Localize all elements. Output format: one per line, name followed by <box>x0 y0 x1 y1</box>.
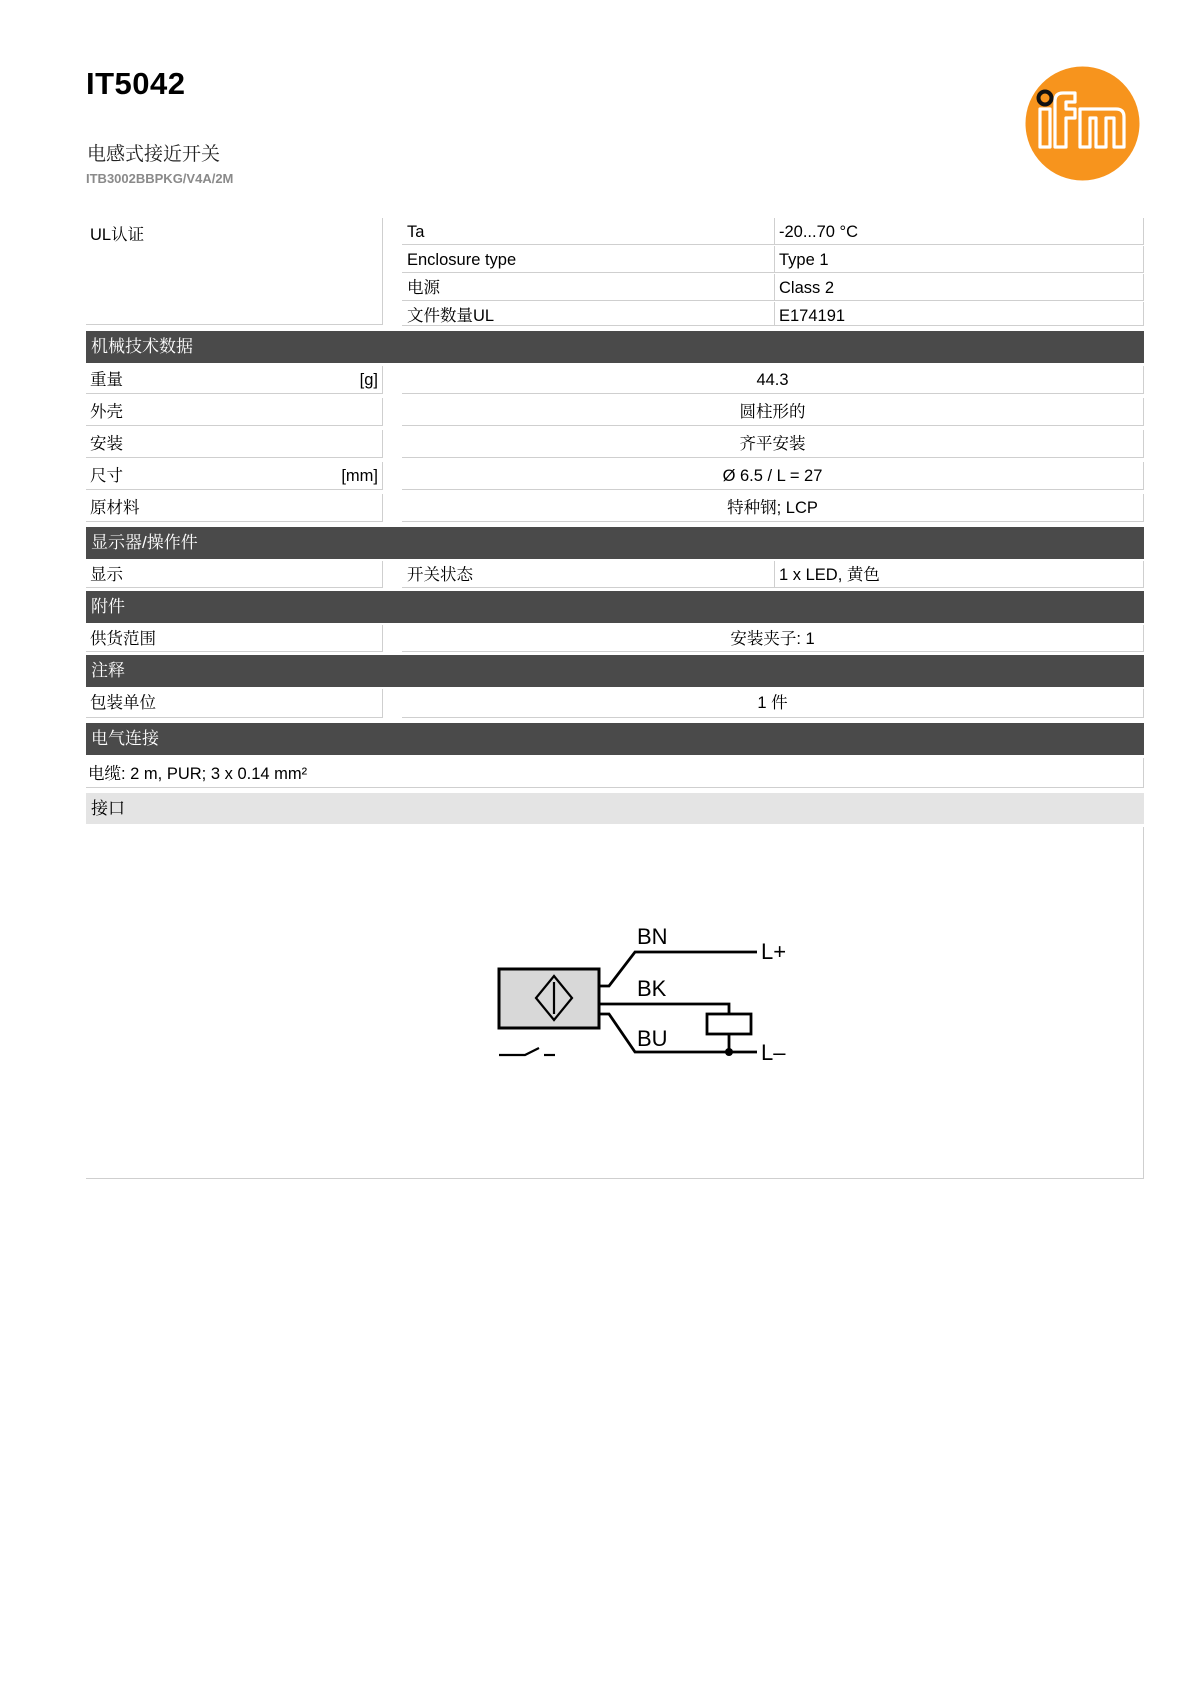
logo-text: ifm <box>1082 177 1084 178</box>
ul-value: E174191 <box>775 302 1144 326</box>
notes-row <box>86 689 1144 718</box>
ul-name: Ta <box>402 218 775 245</box>
ul-name: 文件数量UL <box>402 302 775 326</box>
mech-label: 原材料 <box>86 494 383 522</box>
section-notes: 注释 <box>86 655 1144 687</box>
mech-value: 特种钢; LCP <box>402 494 1144 522</box>
product-code: IT5042 <box>86 66 186 101</box>
wire-bn <box>599 952 757 986</box>
mech-value: 齐平安装 <box>402 430 1144 458</box>
label-bk: BK <box>637 976 667 1001</box>
mech-label: 外壳 <box>86 398 383 426</box>
junction-dot <box>725 1048 733 1056</box>
ifm-logo <box>1024 65 1141 182</box>
ul-row-enclosure <box>86 246 1144 273</box>
mech-label: 重量 <box>90 371 123 389</box>
accessories-label: 供货范围 <box>86 625 383 652</box>
notes-label: 包装单位 <box>86 689 383 718</box>
mech-row-mounting <box>86 430 1144 458</box>
mech-unit: [mm] <box>341 467 378 485</box>
cable-spec: 电缆: 2 m, PUR; 3 x 0.14 mm² <box>86 758 1144 788</box>
wire-bk <box>599 1004 729 1014</box>
mech-value: 44.3 <box>402 366 1144 394</box>
label-bu: BU <box>637 1026 668 1051</box>
label-bn: BN <box>637 924 668 949</box>
switch-symbol <box>499 1048 539 1055</box>
section-accessories: 附件 <box>86 591 1144 623</box>
ul-name: 电源 <box>402 274 775 301</box>
cable-row <box>86 758 1144 788</box>
display-label: 显示 <box>86 561 383 588</box>
ul-value: Type 1 <box>775 246 1144 273</box>
mech-label: 安装 <box>86 430 383 458</box>
article-number: ITB3002BBPKG/V4A/2M <box>86 171 234 186</box>
ul-value: Class 2 <box>775 274 1144 301</box>
load-symbol <box>707 1014 751 1034</box>
wiring-diagram-box <box>86 827 1144 1179</box>
ul-name: Enclosure type <box>402 246 775 273</box>
section-display: 显示器/操作件 <box>86 527 1144 559</box>
accessories-value: 安装夹子: 1 <box>402 625 1144 652</box>
display-value: 1 x LED, 黄色 <box>775 561 1144 588</box>
connection-heading: 接口 <box>86 793 1144 824</box>
section-mechanical: 机械技术数据 <box>86 331 1144 363</box>
mech-unit: [g] <box>359 371 378 389</box>
accessories-row <box>86 625 1144 652</box>
mech-row-housing <box>86 398 1144 426</box>
mech-row-material <box>86 494 1144 522</box>
section-electrical: 电气连接 <box>86 723 1144 755</box>
notes-value: 1 件 <box>402 689 1144 718</box>
sensor-body <box>499 969 599 1028</box>
wiring-diagram <box>459 912 879 1082</box>
mech-row-dimensions <box>86 462 1144 490</box>
display-name: 开关状态 <box>402 561 775 588</box>
mech-label: 尺寸 <box>90 467 123 485</box>
ul-value: -20...70 °C <box>775 218 1144 245</box>
product-type: 电感式接近开关 <box>87 144 221 165</box>
label-l-minus: L– <box>761 1040 786 1065</box>
mech-row-weight <box>86 366 1144 394</box>
ul-row-ta <box>86 218 1144 245</box>
mech-value: Ø 6.5 / L = 27 <box>402 462 1144 490</box>
ul-row-file <box>86 302 1144 326</box>
mech-value: 圆柱形的 <box>402 398 1144 426</box>
display-row <box>86 561 1144 588</box>
ul-label: UL认证 <box>86 218 383 325</box>
ul-row-power <box>86 274 1144 301</box>
label-l-plus: L+ <box>761 939 787 964</box>
